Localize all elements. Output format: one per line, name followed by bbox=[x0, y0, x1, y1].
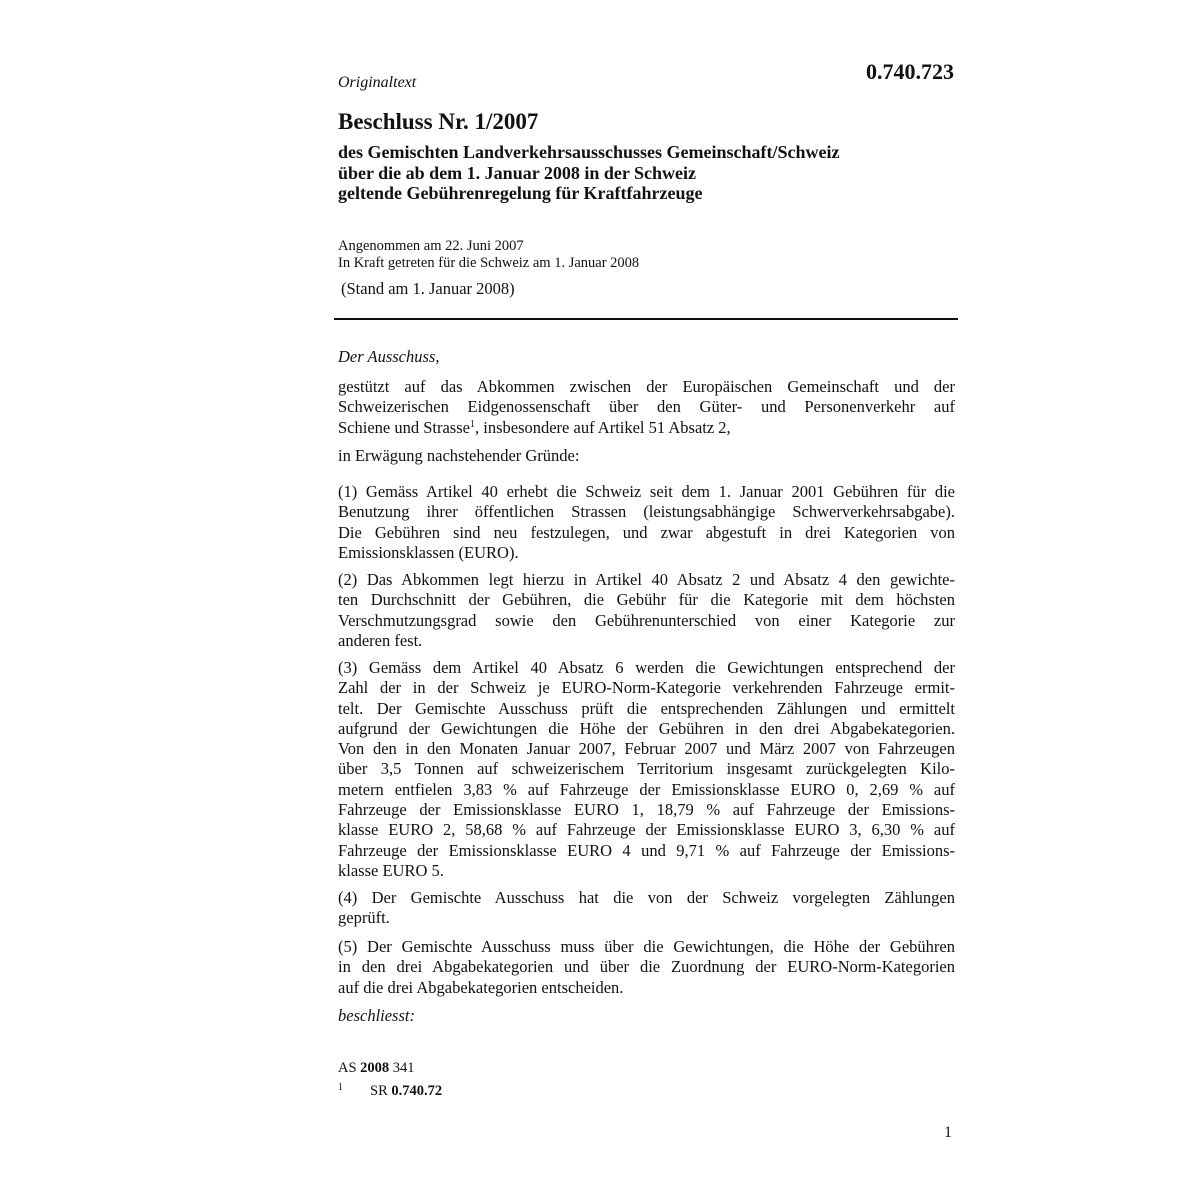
basis-line: Schweizerischen Eidgenossenschaft über den Güter- und Personenverkehr auf bbox=[338, 397, 955, 417]
recital-line: Die Gebühren sind neu festzulegen, und zwar abgestuft in drei Kategorien von bbox=[338, 522, 955, 542]
subtitle-line: geltende Gebührenregelung für Kraftfahrzeuge bbox=[338, 183, 703, 203]
recital-line: (1) Gemäss Artikel 40 erhebt die Schweiz seit dem 1. Januar 2001 Gebühren für die bbox=[338, 482, 955, 501]
recital-1 bbox=[338, 482, 955, 563]
adoption-info bbox=[338, 238, 639, 272]
subtitle-line: über die ab dem 1. Januar 2008 in der Schweiz bbox=[338, 162, 697, 183]
footnotes bbox=[338, 1058, 442, 1101]
sr-number: 0.740.723 bbox=[866, 59, 954, 84]
recital-line: telt. Der Gemischte Ausschuss prüft die entsprechenden Zählungen und ermittelt bbox=[338, 698, 955, 718]
recital-line: aufgrund der Gewichtungen die Höhe der Gebühren in den drei Abgabekategorien. bbox=[338, 718, 955, 738]
recital-line: über 3,5 Tonnen auf schweizerischem Territorium insgesamt zurückgelegten Kilo- bbox=[338, 759, 955, 779]
recital-line: (5) Der Gemischte Ausschuss muss über die Gewichtungen, die Höhe der Gebühren bbox=[338, 937, 955, 956]
recital-line: metern entfielen 3,83 % auf Fahrzeuge der Emissionsklasse EURO 0, 2,69 % auf bbox=[338, 779, 955, 799]
recital-line: klasse EURO 2, 58,68 % auf Fahrzeuge der Emissionsklasse EURO 3, 6,30 % auf bbox=[338, 820, 955, 840]
basis-text-before: Schiene und Strasse bbox=[338, 417, 470, 437]
recital-line: geprüft. bbox=[338, 908, 390, 928]
preamble-basis bbox=[338, 377, 955, 438]
recital-2 bbox=[338, 570, 955, 651]
subtitle-line: des Gemischten Landverkehrsausschusses Gemeinschaft/Schweiz bbox=[338, 142, 840, 162]
footnote-prefix: SR bbox=[370, 1083, 392, 1099]
as-reference bbox=[338, 1058, 442, 1078]
document-title: Beschluss Nr. 1/2007 bbox=[338, 109, 539, 134]
basis-line-last bbox=[338, 418, 955, 438]
recital-line: Benutzung ihrer öffentlichen Strassen (leistungsabhängige Schwerverkehrsabgabe). bbox=[338, 502, 955, 522]
recital-line: (3) Gemäss dem Artikel 40 Absatz 6 werden die Gewichtungen entsprechend der bbox=[338, 658, 955, 677]
recital-line: Emissionsklassen (EURO). bbox=[338, 542, 519, 562]
adopted-date: Angenommen am 22. Juni 2007 bbox=[338, 238, 524, 254]
as-year: 2008 bbox=[360, 1060, 390, 1076]
recital-line: Verschmutzungsgrad sowie den Gebührenunterschied von einer Kategorie zur bbox=[338, 610, 955, 630]
footnote-ref-1[interactable]: 1 bbox=[469, 418, 475, 430]
recital-line: auf die drei Abgabekategorien entscheiden. bbox=[338, 977, 624, 997]
document-subtitle bbox=[338, 142, 958, 204]
status-date: (Stand am 1. Januar 2008) bbox=[341, 279, 515, 298]
footnote-1 bbox=[338, 1078, 442, 1101]
recital-line: Von den in den Monaten Januar 2007, Februar 2007 und März 2007 von Fahrzeugen bbox=[338, 739, 955, 759]
as-prefix: AS bbox=[338, 1060, 361, 1076]
preamble-considering: in Erwägung nachstehender Gründe: bbox=[338, 446, 580, 465]
recital-5 bbox=[338, 937, 955, 998]
preamble-intro: Der Ausschuss, bbox=[338, 347, 440, 366]
footnote-mark: 1 bbox=[338, 1082, 343, 1093]
basis-line: gestützt auf das Abkommen zwischen der Europäischen Gemeinschaft und der bbox=[338, 377, 955, 396]
footnote-sr-ref[interactable]: 0.740.72 bbox=[391, 1083, 443, 1099]
basis-text-after: , insbesondere auf Artikel 51 Absatz 2, bbox=[474, 417, 731, 437]
recital-line: (4) Der Gemischte Ausschuss hat die von der Schweiz vorgelegten Zählungen bbox=[338, 888, 955, 907]
recital-line: Fahrzeuge der Emissionsklasse EURO 4 und 9,71 % auf Fahrzeuge der Emissions- bbox=[338, 840, 955, 860]
header-divider bbox=[334, 318, 958, 320]
recital-line: Fahrzeuge der Emissionsklasse EURO 1, 18,79 % auf Fahrzeuge der Emissions- bbox=[338, 800, 955, 820]
recital-3 bbox=[338, 658, 955, 881]
in-force-date: In Kraft getreten für die Schweiz am 1. Januar 2008 bbox=[338, 255, 640, 271]
recital-line: in den drei Abgabekategorien und über die Zuordnung der EURO-Norm-Kategorien bbox=[338, 957, 955, 977]
as-page: 341 bbox=[389, 1060, 415, 1076]
recital-line: anderen fest. bbox=[338, 630, 423, 650]
originaltext-label: Originaltext bbox=[338, 74, 417, 91]
page-number: 1 bbox=[944, 1124, 952, 1141]
recital-line: ten Durchschnitt der Gebühren, die Gebühr für die Kategorie mit dem höchsten bbox=[338, 590, 955, 610]
recital-line: (2) Das Abkommen legt hierzu in Artikel 40 Absatz 2 und Absatz 4 den gewichte- bbox=[338, 570, 955, 589]
recital-line: klasse EURO 5. bbox=[338, 860, 444, 880]
decides-label: beschliesst: bbox=[338, 1006, 415, 1025]
recital-4 bbox=[338, 888, 955, 929]
recital-line: Zahl der in der Schweiz je EURO-Norm-Kategorie verkehrenden Fahrzeuge ermit- bbox=[338, 678, 955, 698]
